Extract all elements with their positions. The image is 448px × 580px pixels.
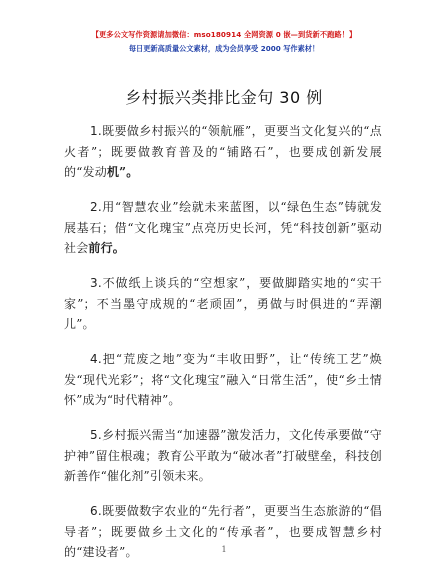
paragraph-emphasis: 前行。	[88, 241, 126, 255]
paragraph-text: 既要做乡村振兴的“领航雁”，更要当文化复兴的“点火者”；既要做教育普及的“铺路石”，也要成创新发展的“发动	[64, 124, 382, 179]
paragraph-number: 1.	[90, 124, 102, 138]
paragraph-2	[64, 197, 382, 259]
page-number: 1	[221, 545, 227, 554]
paragraph-3	[64, 273, 382, 335]
paragraph-text: 用“智慧农业”绘就未来蓝图，以“绿色生态”铸就发展基石；借“文化瑰宝”点亮历史长河，凭“科技创新”驱动社会	[64, 200, 382, 255]
paragraph-text: 乡村振兴需当“加速器”激发活力，文化传承要做“守护神”留住根魂；教育公平敢为“破冰者”打破壁垒，科技创新善作“催化剂”引领未来。	[64, 428, 382, 483]
paragraph-text: 既要做数字农业的“先行者”，更要当生态旅游的“倡导者”；既要做乡土文化的“传承者”，也要成智慧乡村的“建设者”。	[64, 504, 382, 559]
paragraph-number: 4.	[90, 352, 102, 366]
paragraph-text: 不做纸上谈兵的“空想家”，要做脚踏实地的“实干家”；不当墨守成规的“老顽固”，勇做与时俱进的“弄潮儿”。	[64, 276, 382, 331]
document-body	[64, 121, 382, 577]
promo-line-2: 每日更新高质量公文素材，成为会员享受 2000 写作素材！	[128, 44, 320, 53]
paragraph-4	[64, 349, 382, 411]
paragraph-number: 2.	[90, 200, 102, 214]
paragraph-text: 把“荒废之地”变为“丰收田野”，让“传统工艺”焕发“现代光彩”；将“文化瑰宝”融入“日常生活”，使“乡土情怀”成为“时代精神”。	[64, 352, 382, 407]
paragraph-number: 5.	[90, 428, 102, 442]
paragraph-emphasis: 机”。	[106, 165, 139, 179]
promo-banner	[0, 29, 448, 55]
paragraph-5	[64, 425, 382, 487]
paragraph-number: 6.	[90, 504, 102, 518]
paragraph-number: 3.	[90, 276, 102, 290]
paragraph-1	[64, 121, 382, 183]
document-title: 乡村振兴类排比金句 30 例	[125, 88, 323, 107]
promo-line-1: 【更多公文写作资源请加微信：mso180914 全网资源 0 嵌—到货新不跑路！】	[91, 30, 357, 39]
